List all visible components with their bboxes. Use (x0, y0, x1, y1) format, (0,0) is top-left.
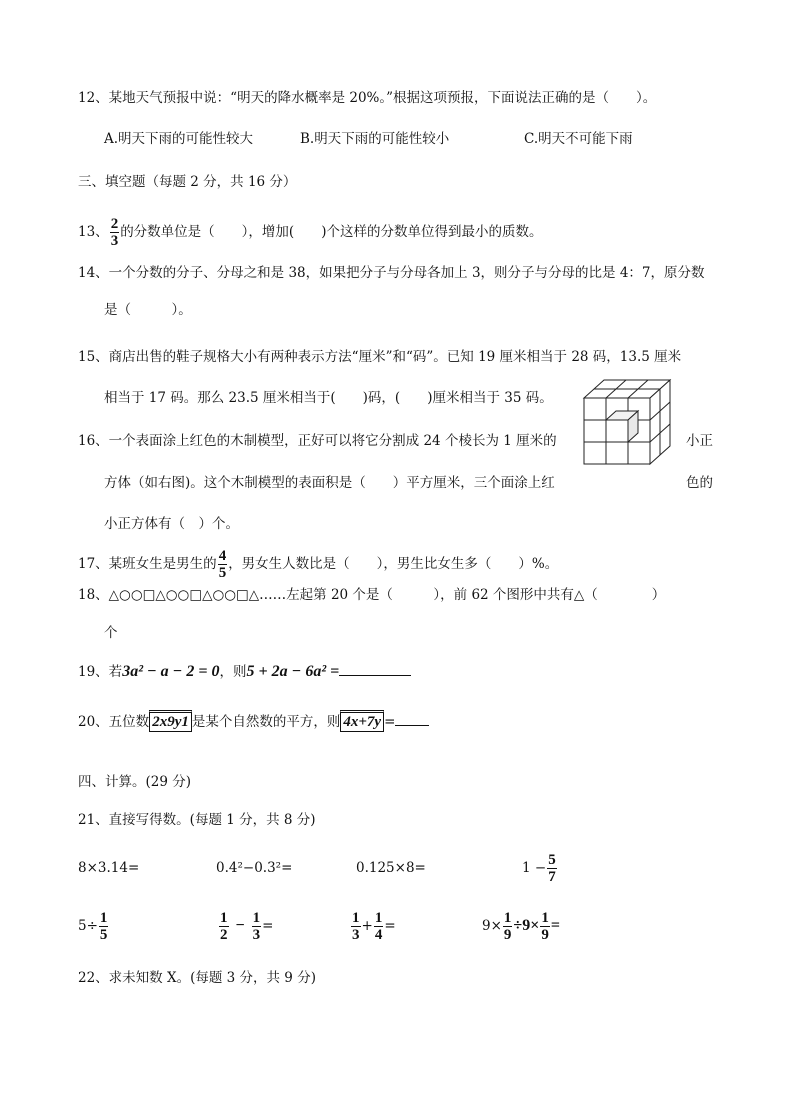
question-14-line-2: 是（ ）。 (104, 302, 192, 318)
fraction-denominator: 3 (252, 927, 261, 943)
calc-5 (78, 908, 109, 944)
question-20 (78, 710, 429, 734)
fraction-numerator: 5 (548, 852, 556, 868)
operator: + (361, 918, 373, 934)
fraction-denominator: 9 (503, 927, 512, 943)
fraction-denominator: 4 (374, 927, 383, 943)
fraction-numerator: 1 (220, 910, 228, 926)
answer-blank[interactable] (339, 661, 411, 676)
calc-4 (522, 850, 558, 886)
equals-sign: = (384, 918, 396, 934)
fraction (547, 853, 557, 884)
expression-box: 4x+7y (340, 710, 384, 732)
fraction (374, 911, 384, 942)
question-18-line-1: 18、△○○□△○○□△○○□△……左起第 20 个是（ ），前 62 个图形中共有△（ ） (78, 587, 666, 603)
calc-text: 9× (482, 918, 502, 934)
question-19 (78, 660, 411, 684)
fraction-denominator: 5 (218, 565, 227, 581)
question-15-line-1: 15、商店出售的鞋子规格大小有两种表示方法“厘米”和“码”。已知 19 厘米相当于 28 码，13.5 厘米 (78, 349, 682, 365)
question-16-line-2: 方体（如右图)。这个木制模型的表面积是（ ）平方厘米，三个面涂上红 (104, 475, 555, 491)
question-13 (78, 214, 542, 250)
question-number: 13、 (78, 224, 109, 240)
equals-sign: = (550, 917, 560, 934)
fraction (540, 911, 550, 942)
equation-2: 5 + 2a − 6a² = (246, 663, 340, 680)
equation-1: 3a² − a − 2 = 0 (122, 663, 220, 680)
fraction-denominator: 3 (110, 233, 119, 249)
fraction (99, 911, 109, 942)
question-text-pre: 20、五位数 (78, 714, 150, 730)
option-b: B.明天下雨的可能性较小 (300, 131, 450, 147)
fraction-denominator: 3 (352, 927, 360, 943)
option-a: A.明天下雨的可能性较大 (104, 131, 254, 147)
fraction-numerator: 1 (99, 910, 108, 926)
question-16-line-3: 小正方体有（ ）个。 (104, 516, 239, 532)
question-16-line-1: 16、一个表面涂上红色的木制模型，正好可以将它分割成 24 个棱长为 1 厘米的 (78, 433, 557, 449)
question-text-mid: ，则 (219, 664, 247, 680)
question-text-pre: 19、若 (78, 664, 123, 680)
fraction (219, 911, 229, 942)
operator: − (235, 917, 245, 934)
fraction-numerator: 1 (541, 910, 549, 926)
fraction-numerator: 1 (374, 910, 383, 926)
question-17 (78, 546, 558, 582)
fraction (503, 911, 513, 942)
question-16-line-1-end: 小正 (686, 433, 713, 449)
fraction-denominator: 9 (541, 927, 549, 943)
question-22: 22、求未知数 X。(每题 3 分，共 9 分) (78, 970, 316, 986)
question-12: 12、某地天气预报中说：“明天的降水概率是 20%。”根据这项预报，下面说法正确的是（ ）。 (78, 90, 657, 106)
fraction-numerator: 1 (252, 910, 261, 926)
fraction-numerator: 2 (110, 216, 119, 232)
calc-3: 0.125×8= (356, 860, 426, 876)
fraction (351, 911, 361, 942)
question-16-line-2-end: 色的 (686, 475, 713, 491)
calc-text: 1 − (522, 860, 547, 876)
question-14-line-1: 14、一个分数的分子、分母之和是 38，如果把分子与分母各加上 3，则分子与分母的比是 4：7，原分数 (78, 265, 705, 281)
question-text: 的分数单位是（ ），增加( )个这样的分数单位得到最小的质数。 (120, 224, 543, 240)
question-15-line-2: 相当于 17 码。那么 23.5 厘米相当于( )码，( )厘米相当于 35 码。 (104, 390, 553, 406)
option-c: C.明天不可能下雨 (524, 131, 633, 147)
fraction-numerator: 4 (218, 548, 227, 564)
question-18-line-2: 个 (104, 625, 118, 641)
fraction-numerator: 1 (503, 910, 512, 926)
section-4-title: 四、计算。(29 分) (78, 774, 192, 790)
calc-6 (218, 908, 273, 944)
calc-1: 8×3.14= (78, 860, 140, 876)
fraction (110, 217, 120, 248)
question-text-post: ，男女生人数比是（ ），男生比女生多（ ）%。 (228, 556, 559, 572)
calc-text: ÷9× (513, 917, 540, 934)
answer-blank[interactable] (395, 711, 429, 726)
calc-7 (350, 908, 396, 944)
fraction (252, 911, 262, 942)
fraction-denominator: 2 (220, 927, 228, 943)
cube-model-figure (578, 376, 678, 472)
section-3-title: 三、填空题（每题 2 分，共 16 分） (78, 174, 297, 190)
fraction (218, 549, 228, 580)
calc-8 (482, 908, 560, 944)
equals-sign: = (262, 918, 274, 934)
equals-sign: = (384, 714, 396, 730)
calc-2: 0.4²−0.3²= (216, 860, 293, 876)
five-digit-number: 2x9y1 (149, 710, 192, 732)
fraction-denominator: 5 (99, 927, 108, 943)
question-text-pre: 17、某班女生是男生的 (78, 556, 217, 572)
question-text-mid: 是某个自然数的平方，则 (191, 714, 341, 730)
calc-text: 5÷ (78, 918, 98, 934)
question-21: 21、直接写得数。(每题 1 分，共 8 分) (78, 812, 316, 828)
fraction-numerator: 1 (352, 910, 360, 926)
fraction-denominator: 7 (548, 869, 556, 885)
